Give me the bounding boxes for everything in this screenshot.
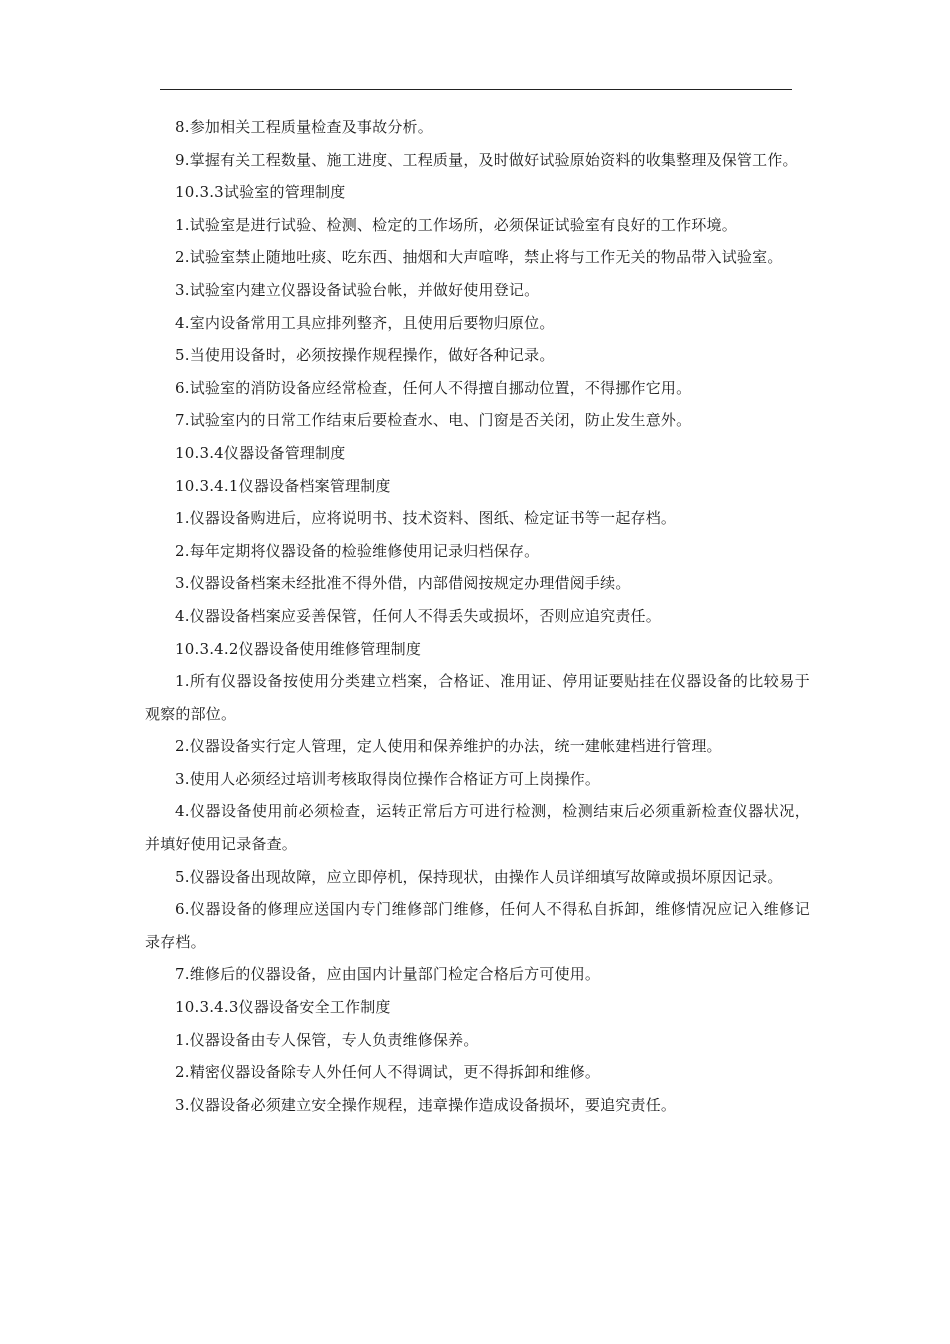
header-rule	[160, 89, 792, 90]
paragraph: 5.仪器设备出现故障，应立即停机，保持现状，由操作人员详细填写故障或损坏原因记录。	[175, 867, 783, 886]
paragraph: 7.试验室内的日常工作结束后要检查水、电、门窗是否关闭，防止发生意外。	[175, 411, 692, 430]
section-heading: 10.3.4仪器设备管理制度	[175, 443, 346, 462]
paragraph: 3.仪器设备必须建立安全操作规程，违章操作造成设备损坏，要追究责任。	[175, 1095, 677, 1114]
subsection-heading: 10.3.4.1仪器设备档案管理制度	[175, 476, 391, 495]
paragraph: 6.仪器设备的修理应送国内专门维修部门维修，任何人不得私自拆卸，维修情况应记入维修记录存档。	[145, 900, 810, 951]
subsection-heading: 10.3.4.3仪器设备安全工作制度	[175, 998, 391, 1017]
paragraph: 3.使用人必须经过培训考核取得岗位操作合格证方可上岗操作。	[175, 769, 601, 788]
paragraph: 2.仪器设备实行定人管理，定人使用和保养维护的办法，统一建帐建档进行管理。	[175, 737, 722, 756]
paragraph: 7.维修后的仪器设备，应由国内计量部门检定合格后方可使用。	[175, 965, 601, 984]
paragraph: 2.每年定期将仪器设备的检验维修使用记录归档保存。	[175, 541, 540, 560]
paragraph: 1.仪器设备由专人保管，专人负责维修保养。	[175, 1030, 479, 1049]
paragraph: 4.室内设备常用工具应排列整齐，且使用后要物归原位。	[175, 313, 555, 332]
paragraph: 3.试验室内建立仪器设备试验台帐，并做好使用登记。	[175, 280, 540, 299]
document-body	[145, 111, 810, 1121]
paragraph: 4.仪器设备档案应妥善保管，任何人不得丢失或损坏，否则应追究责任。	[175, 606, 661, 625]
paragraph: 1.试验室是进行试验、检测、检定的工作场所，必须保证试验室有良好的工作环境。	[175, 215, 737, 234]
paragraph: 2.精密仪器设备除专人外任何人不得调试，更不得拆卸和维修。	[175, 1063, 601, 1082]
paragraph: 9.掌握有关工程数量、施工进度、工程质量，及时做好试验原始资料的收集整理及保管工作。	[175, 150, 798, 169]
paragraph: 3.仪器设备档案未经批准不得外借，内部借阅按规定办理借阅手续。	[175, 574, 631, 593]
paragraph: 1.所有仪器设备按使用分类建立档案，合格证、准用证、停用证要贴挂在仪器设备的比较易于观察的部位。	[145, 672, 810, 723]
paragraph: 2.试验室禁止随地吐痰、吃东西、抽烟和大声喧哗，禁止将与工作无关的物品带入试验室。	[175, 248, 783, 267]
section-heading: 10.3.3试验室的管理制度	[175, 183, 346, 202]
paragraph: 8.参加相关工程质量检查及事故分析。	[175, 118, 433, 136]
paragraph: 5.当使用设备时，必须按操作规程操作，做好各种记录。	[175, 346, 555, 365]
paragraph: 1.仪器设备购进后，应将说明书、技术资料、图纸、检定证书等一起存档。	[175, 509, 677, 528]
paragraph: 6.试验室的消防设备应经常检查，任何人不得擅自挪动位置，不得挪作它用。	[175, 378, 692, 397]
paragraph: 4.仪器设备使用前必须检查，运转正常后方可进行检测，检测结束后必须重新检查仪器状况，并填好使用记录备查。	[145, 802, 810, 854]
subsection-heading: 10.3.4.2仪器设备使用维修管理制度	[175, 639, 422, 658]
